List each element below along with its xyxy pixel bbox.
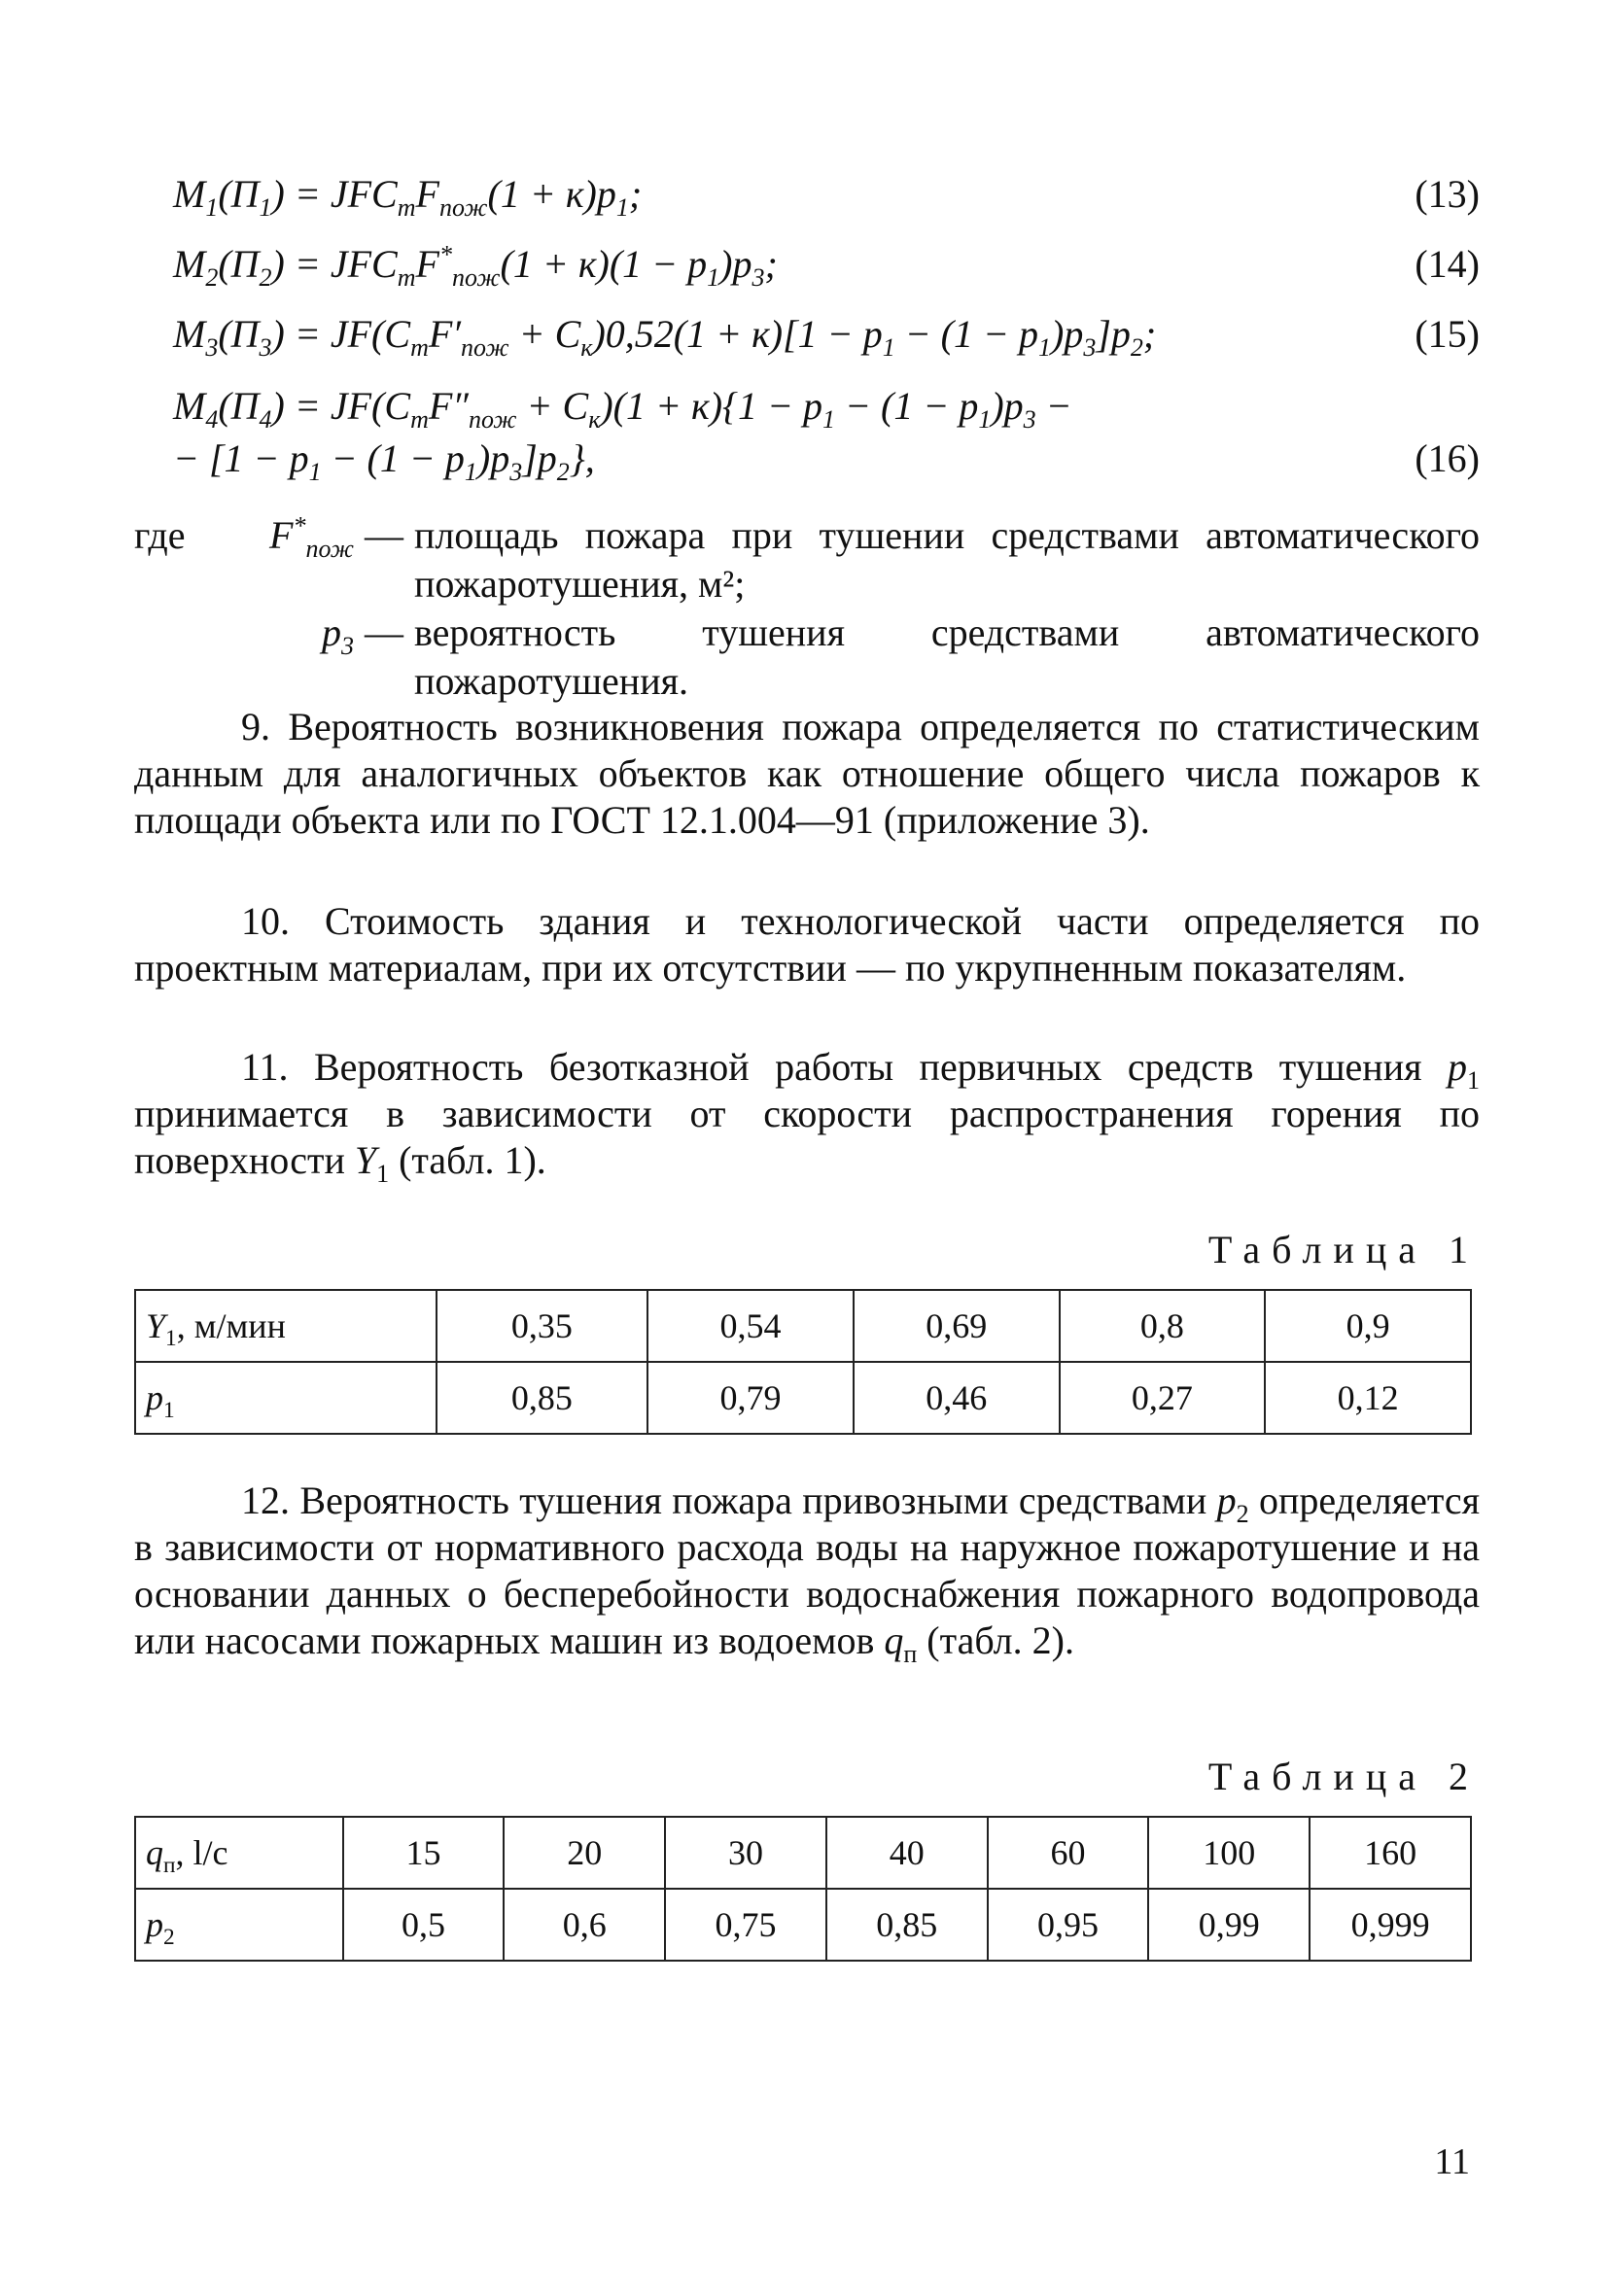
- table-cell: 0,54: [647, 1290, 854, 1362]
- definition-text: площадь пожара при тушении средствами автоматического пожаротушения, м²;: [414, 513, 1480, 606]
- definitions-lead: где: [134, 513, 186, 557]
- paragraph-10: 10. Стоимость здания и технологической части определяется по проектным материалам, при их отсутствии — по укрупненным показателям.: [134, 899, 1480, 990]
- table-cell: 0,75: [665, 1889, 826, 1961]
- table-row: [135, 1362, 1471, 1434]
- table-cell: 0,9: [1265, 1290, 1471, 1362]
- equation-number: (16): [1415, 436, 1480, 480]
- table-cell: 0,35: [437, 1290, 648, 1362]
- table-cell: 0,46: [854, 1362, 1060, 1434]
- paragraph-12: 12. Вероятность тушения пожара привозными средствами $p_2$ определяется в зависимости от нормативного расхода воды на наружное пожаротушение и на основании данных о бесперебойности водоснабжения пожарного водопровода или насосами пожарных машин из водоемов $q_п$ (табл. 2).: [134, 1478, 1480, 1668]
- table-row: [135, 1290, 1471, 1362]
- definition-item: [134, 511, 1480, 609]
- table-cell: 0,99: [1148, 1889, 1310, 1961]
- definition-dash: —: [365, 513, 403, 557]
- table-cell: 0,12: [1265, 1362, 1471, 1434]
- table-cell: 0,5: [343, 1889, 505, 1961]
- definition-symbol: $p_3$: [322, 610, 354, 660]
- definition-text: вероятность тушения средствами автоматического пожаротушения.: [414, 610, 1480, 703]
- equation-number: (13): [1415, 172, 1480, 216]
- page-number: 11: [1434, 2141, 1470, 2182]
- table-row: [135, 1889, 1471, 1961]
- table-cell: 0,69: [854, 1290, 1060, 1362]
- table-header-cell: $p_1$: [135, 1362, 437, 1434]
- table-cell: 0,85: [437, 1362, 648, 1434]
- equation-13: $M_1(П_1) = JFC_тF_{пож}(1 + к)p_1$; (13): [173, 169, 1480, 220]
- table1: [134, 1289, 1472, 1435]
- table-row: [135, 1817, 1471, 1889]
- equation-number: (15): [1415, 312, 1480, 356]
- equation-16-line1: $M_4(П_4) = JF(C_тF''_{пож} + C_к)(1 + к)\{1 - p_1 - (1 - p_1)p_3$ −: [173, 384, 1072, 434]
- definitions-list: [134, 511, 1480, 706]
- table-cell: 40: [826, 1817, 988, 1889]
- table-cell: 0,27: [1060, 1362, 1266, 1434]
- table-cell: 0,85: [826, 1889, 988, 1961]
- equation-14: $M_2(П_2) = JFC_тF^*_{пож}(1 + к)(1 - p_1)p_3$; (14): [173, 240, 1480, 292]
- table-header-cell: $q_п$, l/c: [135, 1817, 343, 1889]
- table2-caption: Таблица 2: [1207, 1755, 1480, 1798]
- table-cell: 160: [1310, 1817, 1471, 1889]
- definition-symbol: $F^*_{пож}$: [269, 511, 354, 563]
- table-header-cell: $p_2$: [135, 1889, 343, 1961]
- table2: [134, 1816, 1472, 1962]
- table-cell: 0,79: [647, 1362, 854, 1434]
- table-cell: 60: [988, 1817, 1149, 1889]
- paragraph-9: 9. Вероятность возникновения пожара определяется по статистическим данным для аналогичных объектов как отношение общего числа пожаров к площади объекта или по ГОСТ 12.1.004—91 (приложение 3).: [134, 705, 1480, 842]
- table-cell: 0,95: [988, 1889, 1149, 1961]
- paragraph-11: 11. Вероятность безотказной работы первичных средств тушения $p_1$ принимается в зависимости от скорости распространения горения по поверхности $Y_1$ (табл. 1).: [134, 1045, 1480, 1188]
- table-cell: 0,999: [1310, 1889, 1471, 1961]
- table1-caption: Таблица 1: [1207, 1228, 1480, 1271]
- equation-15: $M_3(П_3) = JF(C_тF'_{пож} + C_к)0,52(1 + к)[1 - p_1 - (1 - p_1)p_3]p_2$; (15): [173, 309, 1480, 360]
- equation-number: (14): [1415, 242, 1480, 286]
- table-cell: 30: [665, 1817, 826, 1889]
- table-cell: 100: [1148, 1817, 1310, 1889]
- table-cell: 0,6: [504, 1889, 665, 1961]
- table-cell: 0,8: [1060, 1290, 1266, 1362]
- table-cell: 20: [504, 1817, 665, 1889]
- definition-item: [134, 609, 1480, 706]
- equation-16-line2: − $[1 - p_1 - (1 - p_1)p_3]p_2$}, (16): [173, 434, 1480, 484]
- table-cell: 15: [343, 1817, 505, 1889]
- table-header-cell: $Y_1$, м/мин: [135, 1290, 437, 1362]
- definition-dash: —: [365, 610, 403, 654]
